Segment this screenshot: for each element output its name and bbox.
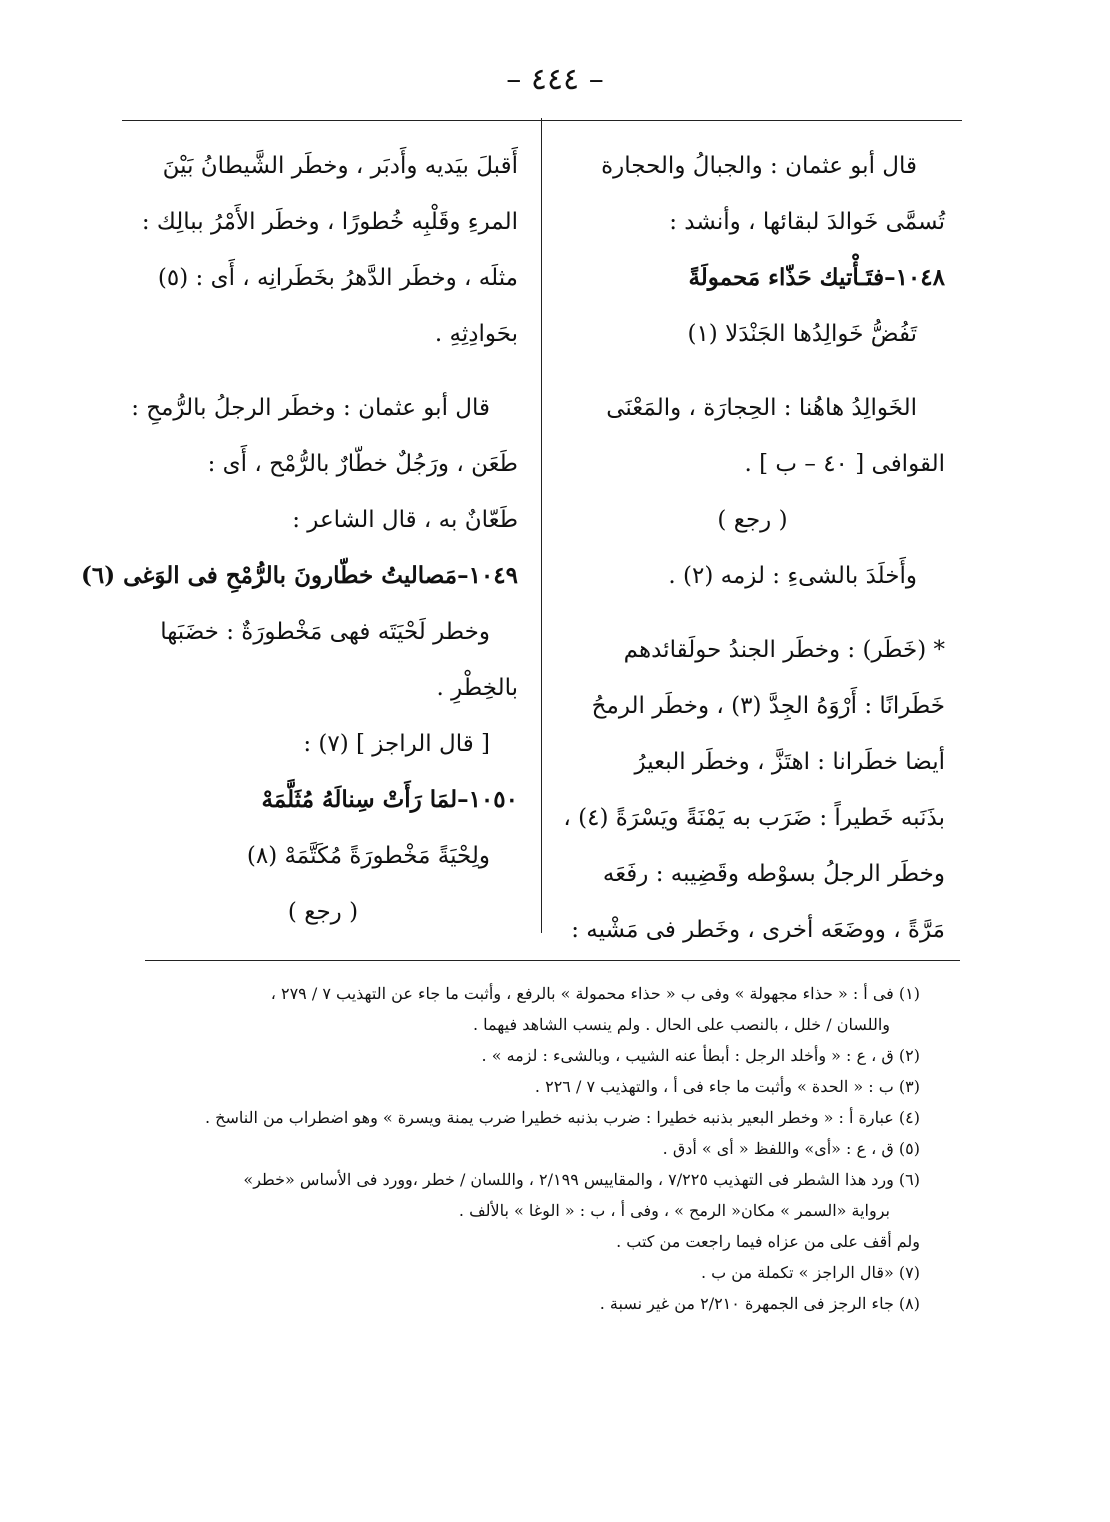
header-rule <box>122 120 962 121</box>
text-line: طَعّانٌ به ، قال الشاعر : <box>292 507 518 533</box>
footnotes <box>140 978 920 1319</box>
text-line: الخَوالِدُ هاهُنا : الحِجارَة ، والمَعْنَى <box>606 395 917 421</box>
text-line: مثلَه ، وخطَر الدَّهرُ بخَطَرانِه ، أَى : (٥) <box>157 265 518 291</box>
section-marker: ( رجع ) <box>717 507 788 533</box>
footnote-rule <box>145 960 960 961</box>
right-column <box>560 138 945 958</box>
verse-number-line: ١٠٤٩–مَصاليتُ خطّارونَ بالرُّمْحِ فى الوَغى (٦) <box>80 562 518 589</box>
text-line: تُسمَّى خَوالدَ لبقائها ، وأنشد : <box>669 209 945 235</box>
column-divider <box>541 118 542 933</box>
verse-line: ولِحْيَةً مَخْطورَةً مُكَتَّمَهْ (٨) <box>246 843 490 869</box>
footnote: (٢) ق ، ع : « وأخلد الرجل : أبطأ عنه الشيب ، وبالشىء : لزمه » . <box>481 1046 920 1065</box>
footnote-continuation: برواية «السمر » مكان« الرمح » ، وفى أ ، ب : « الوغا » بالألف . <box>458 1201 890 1220</box>
verse-number-line: ١٠٥٠–لمَا رَأَتْ سِنالَهُ مُثَلَّمَهْ <box>261 786 518 813</box>
text-line: قال أبو عثمان : وخطَر الرجلُ بالرُّمحِ : <box>131 395 490 421</box>
verse-line: تَفُضُّ خَوالِدُها الجَنْدَلا (١) <box>687 321 917 347</box>
text-line: أَقبلَ بيَديه وأَدبَر ، وخطَر الشَّيطانُ بَيْنَ <box>162 153 518 179</box>
verse-number-line: ١٠٤٨–فتَـأْتيك حَذّاء مَحمولَةً <box>688 264 945 291</box>
text-line: بالخِطْرِ . <box>436 675 518 701</box>
footnote: (٤) عبارة أ : « وخطر البعير بذنبه خطيرا : ضرب بذنبه خطيرا ضرب يمنة ويسرة » وهو اضطراب من الناسخ . <box>204 1108 920 1127</box>
text-line: [ قال الراجز ] (٧) : <box>303 731 490 757</box>
text-line: قال أبو عثمان : والجبالُ والحجارة <box>601 153 917 179</box>
text-line: خَطَرانًا : أَرْوَهُ الجِدَّ (٣) ، وخطَر الرمحُ <box>591 693 945 719</box>
footnote: (٦) ورد هذا الشطر فى التهذيب ٧/٢٢٥ ، والمقاييس ٢/١٩٩ ، واللسان / خطر ،وورد فى الأساس «خطر» <box>243 1170 920 1189</box>
text-line: بذَنَبه خَطيراً : ضَرَب به يَمْنَةً ويَسْرَةً (٤) ، <box>563 805 945 831</box>
footnote: (١) فى أ : « حذاء مجهولة » وفى ب « حذاء محمولة » بالرفع ، وأثبت ما جاء عن التهذيب ٧ / ٢٧٩ ، <box>270 984 920 1003</box>
text-line: أيضا خطَرانا : اهتَزَّ ، وخطَر البعيرُ <box>634 749 945 775</box>
text-line: وخطَر الرجلُ بسوْطه وقَضِيبه : رفَعَه <box>602 861 945 887</box>
page-number: – ٤٤٤ – <box>506 62 604 97</box>
footnote: (٣) ب : « الحدة » وأثبت ما جاء فى أ ، والتهذيب ٧ / ٢٢٦ . <box>534 1077 920 1096</box>
footnote-continuation: ولم أقف على من عزاه فيما راجعت من كتب . <box>616 1232 920 1251</box>
footnote-continuation: واللسان / خلل ، بالنصب على الحال . ولم ينسب الشاهد فيهما . <box>472 1015 890 1034</box>
text-line: مَرَّةً ، ووضَعَه أخرى ، وخَطر فى مَشْيه : <box>571 917 945 943</box>
footnote: (٨) جاء الرجز فى الجمهرة ٢/٢١٠ من غير نسبة . <box>599 1294 920 1313</box>
section-marker: ( رجع ) <box>287 899 359 925</box>
left-column <box>80 138 518 940</box>
text-line: وخطر لَحْيَتَه فهى مَخْطورَةٌ : خضَبَها <box>160 619 490 645</box>
text-line: وأَخلَدَ بالشىءِ : لزمه (٢) . <box>668 563 917 589</box>
footnote: (٧) «قال الراجز » تكملة من ب . <box>700 1263 920 1282</box>
text-line: طَعَن ، ورَجُلٌ خطّارٌ بالرُّمْح ، أَى : <box>207 451 518 477</box>
footnote: (٥) ق ، ع : «أى» واللفظ « أى » أدق . <box>662 1139 920 1158</box>
text-line: بحَوادِثِهِ . <box>434 321 518 347</box>
text-line: القوافى [ ٤٠ – ب ] . <box>744 451 945 477</box>
text-line: المرءِ وقَلْبِه خُطورًا ، وخطَر الأَمْرُ ببالِك : <box>141 209 518 235</box>
entry-heading-line: * (خَطَر) : وخطَر الجندُ حولَقائدهم <box>623 637 945 663</box>
